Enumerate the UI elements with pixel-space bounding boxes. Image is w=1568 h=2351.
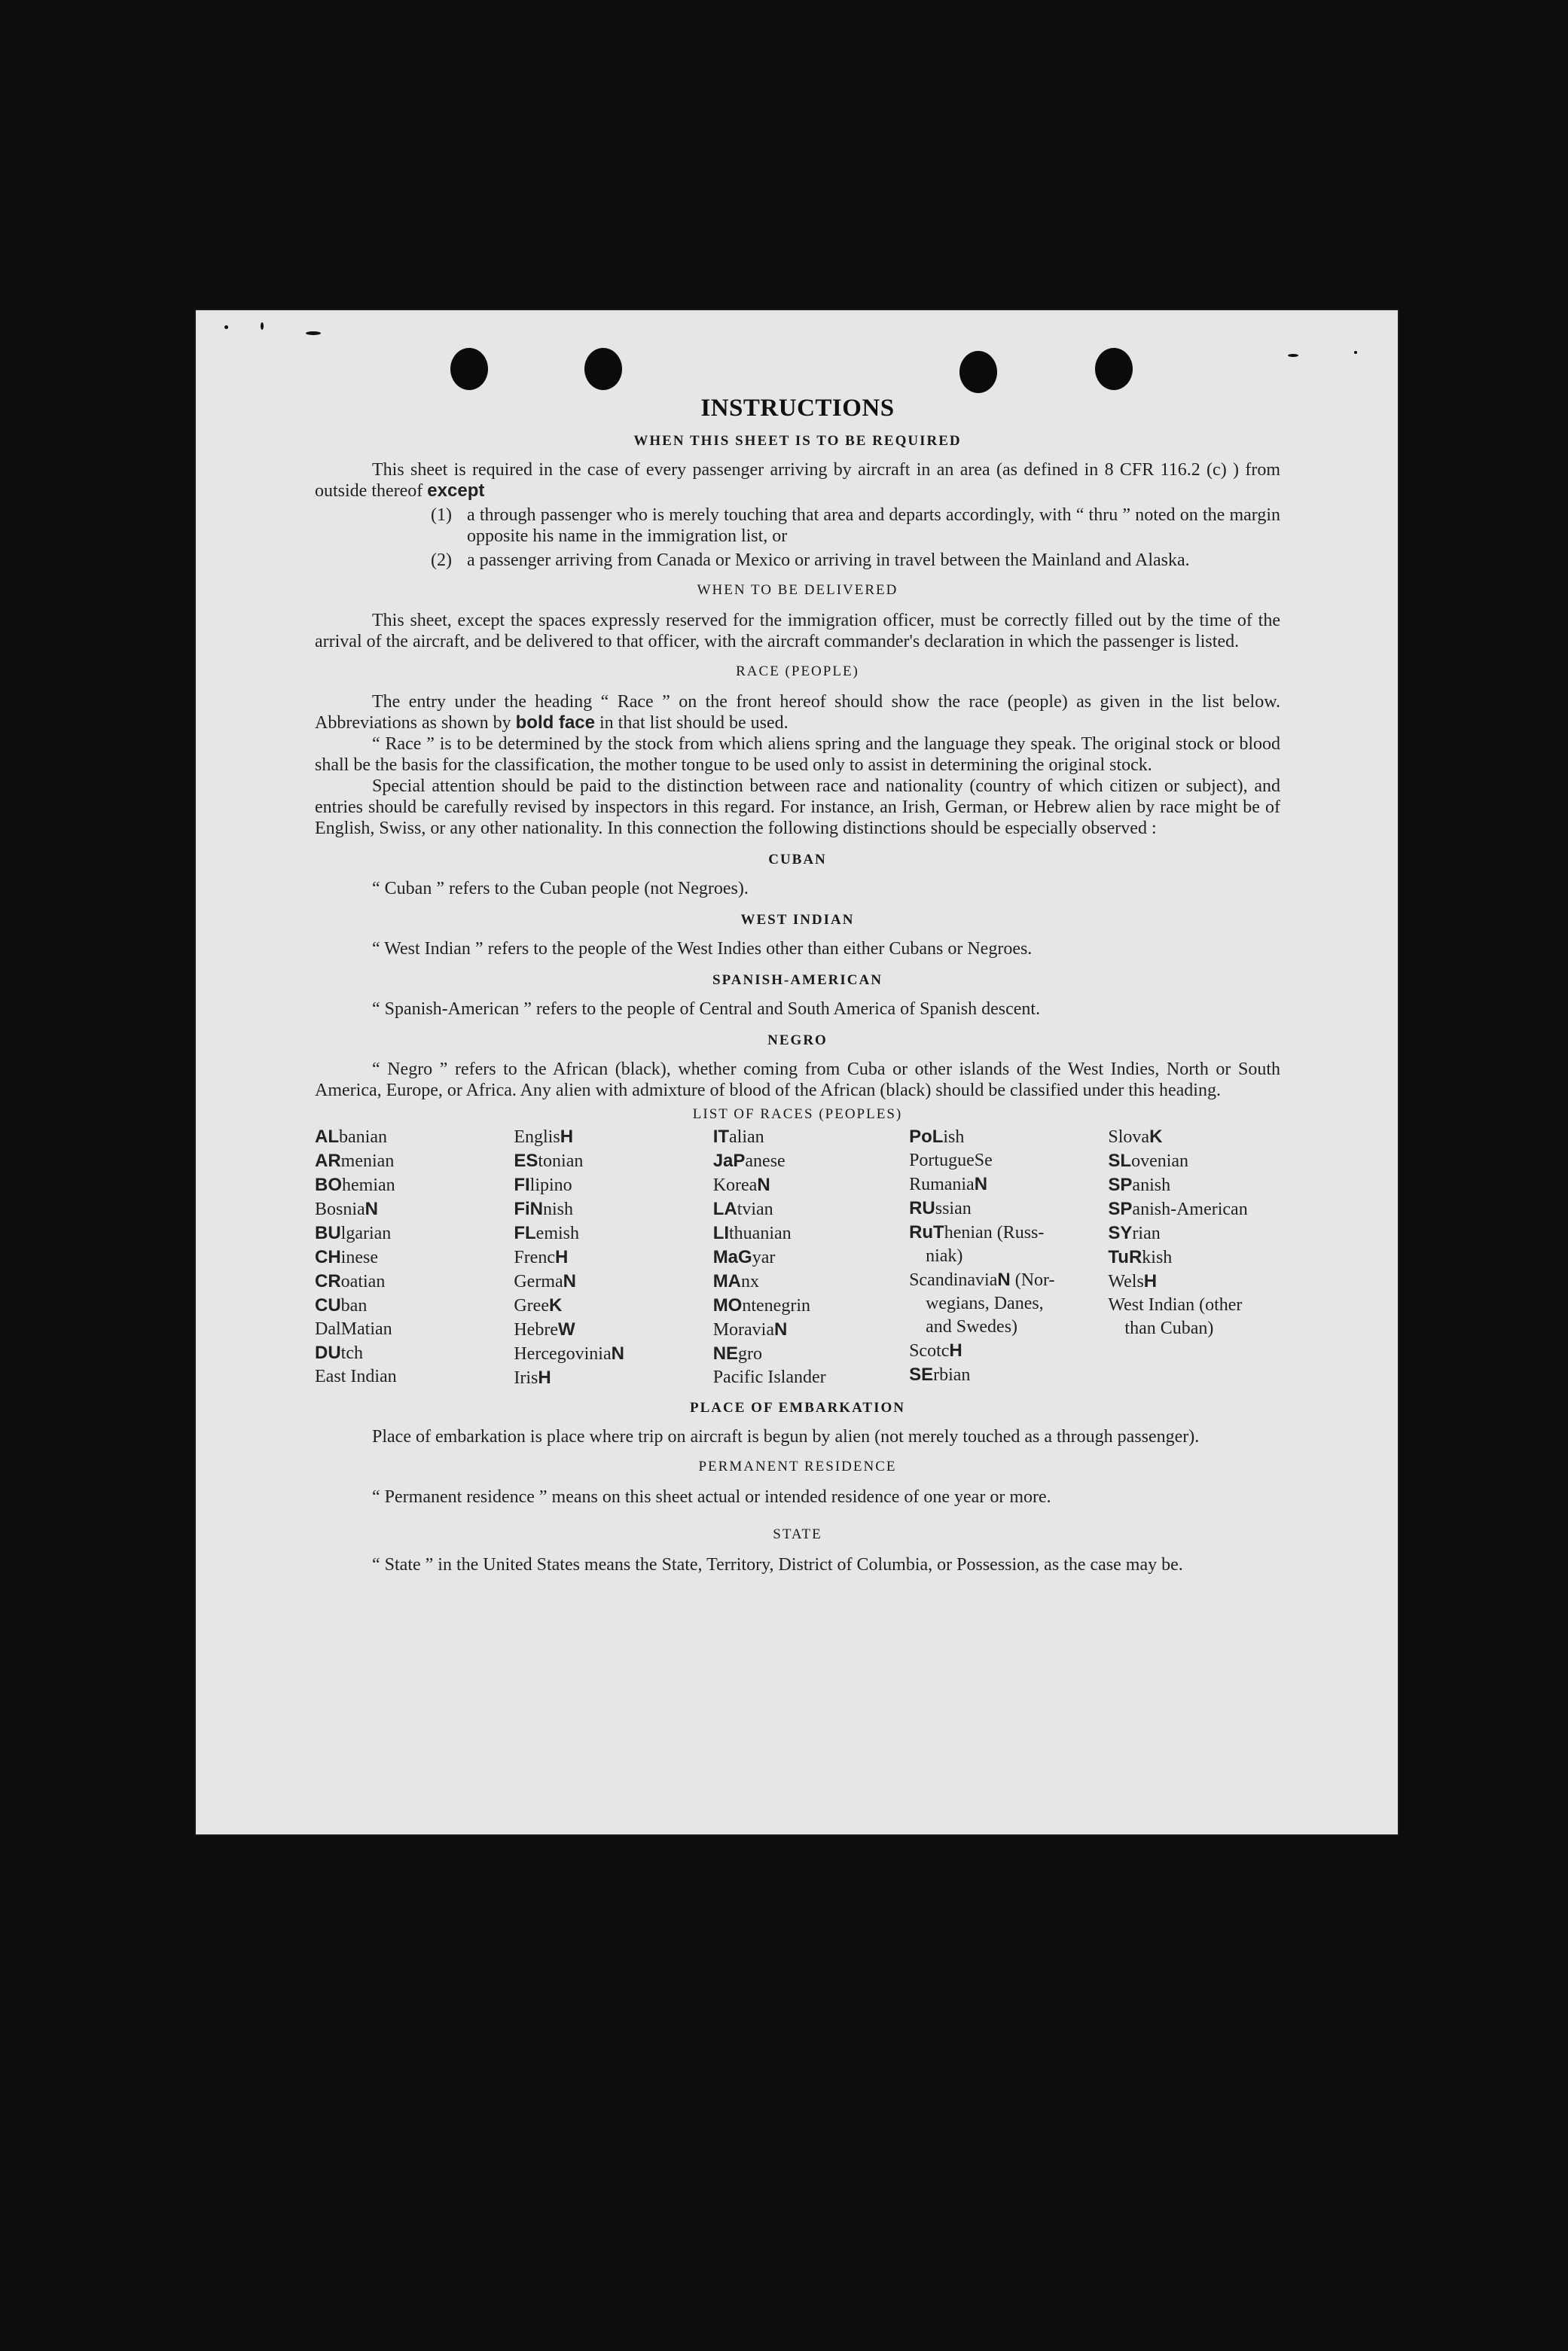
race-entry: East Indian bbox=[315, 1367, 397, 1386]
race-entry: SPanish bbox=[1108, 1175, 1171, 1195]
race-entry: wegians, Danes, bbox=[926, 1294, 1044, 1313]
race-entry: DalMatian bbox=[315, 1319, 392, 1339]
race-paragraph-1 bbox=[315, 691, 1280, 733]
punch-hole bbox=[584, 348, 622, 390]
race-entry: MoraviaN bbox=[712, 1319, 788, 1340]
when-required-paragraph bbox=[315, 459, 1280, 502]
race-entry: HercegoviniaN bbox=[514, 1343, 624, 1364]
punch-hole bbox=[450, 348, 488, 390]
race-p1-text-end: in that list should be used. bbox=[595, 713, 789, 733]
when-delivered-text: This sheet, except the spaces expressly reserved for the immigration officer, must be correctly filled out by the time of the arrival of the aircraft, and be delivered to that officer, with the aircraft commander's declaration in which the passenger is listed. bbox=[315, 611, 1280, 651]
exception-item bbox=[431, 550, 1280, 571]
race-entry: West Indian (other bbox=[1108, 1295, 1243, 1315]
page-title: INSTRUCTIONS bbox=[700, 395, 895, 422]
section-heading-cuban: CUBAN bbox=[768, 852, 827, 868]
cuban-text: “ Cuban ” refers to the Cuban people (not Negroes). bbox=[372, 879, 749, 898]
race-entry: SPanish-American bbox=[1108, 1199, 1248, 1219]
race-entry: ScandinaviaN (Nor- bbox=[909, 1270, 1055, 1290]
race-entry: FIlipino bbox=[514, 1175, 572, 1195]
race-entry: BOhemian bbox=[315, 1175, 395, 1195]
race-entry: Pacific Islander bbox=[712, 1368, 826, 1387]
exception-text: a passenger arriving from Canada or Mexico or arriving in travel between the Mainland and Alaska. bbox=[467, 550, 1190, 570]
race-entry: GermaN bbox=[514, 1271, 576, 1291]
race-entry: BUlgarian bbox=[315, 1223, 392, 1243]
race-entry: MOntenegrin bbox=[712, 1295, 810, 1316]
races-column bbox=[909, 1125, 1108, 1390]
race-entry: FrencH bbox=[514, 1247, 569, 1267]
instructions-content bbox=[315, 393, 1280, 1575]
exception-text: a through passenger who is merely touching that area and departs accordingly, with “ thru ” noted on the margin opposite his name in the immigration list, or bbox=[467, 505, 1280, 546]
section-heading-residence: PERMANENT RESIDENCE bbox=[698, 1459, 897, 1474]
race-entry: PortugueSe bbox=[909, 1151, 993, 1170]
punch-hole bbox=[1095, 348, 1133, 390]
section-heading-when-delivered: WHEN TO BE DELIVERED bbox=[697, 582, 898, 598]
except-bold: except bbox=[427, 480, 485, 501]
race-entry: EStonian bbox=[514, 1151, 584, 1171]
race-entry: than Cuban) bbox=[1124, 1319, 1214, 1338]
race-entry: RuThenian (Russ- bbox=[909, 1222, 1045, 1243]
speck bbox=[1354, 351, 1357, 354]
race-entry: JaPanese bbox=[712, 1151, 786, 1171]
section-heading-when-required: WHEN THIS SHEET IS TO BE REQUIRED bbox=[633, 433, 962, 449]
races-column bbox=[713, 1125, 909, 1390]
race-entry: ITalian bbox=[712, 1127, 764, 1147]
race-entry: CRoatian bbox=[315, 1271, 386, 1291]
races-column bbox=[1108, 1125, 1280, 1390]
race-paragraph-2: “ Race ” is to be determined by the stock from which aliens spring and the language they speak. The original stock or blood shall be the basis for the classification, the mother tongue to be used only to assist in determining the original stock. bbox=[315, 734, 1280, 775]
race-entry: FLemish bbox=[514, 1223, 579, 1243]
punch-hole bbox=[959, 351, 997, 393]
speck bbox=[261, 322, 264, 330]
race-entry: KoreaN bbox=[712, 1175, 770, 1195]
speck bbox=[1288, 354, 1298, 357]
race-entry: GreeK bbox=[514, 1295, 563, 1316]
race-entry: BosniaN bbox=[315, 1199, 379, 1219]
exception-number: (2) bbox=[431, 550, 452, 570]
embarkation-text: Place of embarkation is place where trip on aircraft is begun by alien (not merely touched as a through passenger). bbox=[372, 1427, 1200, 1447]
speck bbox=[224, 325, 228, 329]
section-heading-race: RACE (PEOPLE) bbox=[736, 663, 859, 679]
race-entry: LIthuanian bbox=[712, 1223, 792, 1243]
section-heading-spanish-american: SPANISH-AMERICAN bbox=[712, 972, 883, 988]
section-heading-embarkation: PLACE OF EMBARKATION bbox=[690, 1400, 905, 1416]
west-indian-text: “ West Indian ” refers to the people of the West Indies other than either Cubans or Negroes. bbox=[372, 939, 1033, 959]
race-entry: SLovenian bbox=[1108, 1151, 1189, 1171]
residence-text: “ Permanent residence ” means on this sheet actual or intended residence of one year or more. bbox=[372, 1487, 1051, 1507]
races-column bbox=[514, 1125, 712, 1390]
race-entry: SErbian bbox=[909, 1365, 971, 1385]
state-text: “ State ” in the United States means the State, Territory, District of Columbia, or Possession, as the case may be. bbox=[372, 1555, 1183, 1575]
speck bbox=[306, 331, 321, 335]
race-entry: RumaniaN bbox=[909, 1174, 988, 1194]
race-entry: HebreW bbox=[514, 1319, 575, 1340]
race-paragraph-3: Special attention should be paid to the distinction between race and nationality (country of which citizen or subject), and entries should be carefully revised by inspectors in this regard. For instance, an Irish, German, or Hebrew alien by race might be of English, Swiss, or any other nationality. In this connection the following distinctions should be especially observed : bbox=[315, 776, 1280, 838]
section-heading-list-of-races: LIST OF RACES (PEOPLES) bbox=[692, 1106, 903, 1122]
race-entry: CHinese bbox=[315, 1247, 378, 1267]
race-entry: TuRkish bbox=[1108, 1247, 1173, 1267]
race-entry: SYrian bbox=[1108, 1223, 1161, 1243]
section-heading-negro: NEGRO bbox=[767, 1032, 828, 1048]
race-entry: ScotcH bbox=[909, 1340, 962, 1361]
race-entry: WelsH bbox=[1108, 1271, 1158, 1291]
race-entry: IrisH bbox=[514, 1368, 551, 1388]
race-entry: niak) bbox=[926, 1246, 963, 1266]
race-entry: CUban bbox=[315, 1295, 368, 1316]
races-column bbox=[315, 1125, 514, 1390]
section-heading-state: STATE bbox=[773, 1526, 822, 1542]
race-p1-text: The entry under the heading “ Race ” on the front hereof should show the race (people) as given in the list below. Abbreviations as shown by bbox=[315, 692, 1280, 733]
race-entry: SlovaK bbox=[1108, 1127, 1163, 1147]
negro-text: “ Negro ” refers to the African (black), whether coming from Cuba or other islands of the West Indies, North or South America, Europe, or Africa. Any alien with admixture of blood of the African (black) should be classified under this heading. bbox=[315, 1060, 1280, 1100]
spanish-american-text: “ Spanish-American ” refers to the people of Central and South America of Spanish descent. bbox=[372, 999, 1041, 1019]
race-entry: DUtch bbox=[315, 1343, 363, 1363]
exception-number: (1) bbox=[431, 505, 452, 525]
race-entry: NEgro bbox=[712, 1343, 763, 1364]
race-entry: EnglisH bbox=[514, 1127, 574, 1147]
when-required-text: This sheet is required in the case of every passenger arriving by aircraft in an area (as defined in 8 CFR 116.2 (c) ) from outside thereof bbox=[315, 460, 1280, 501]
exception-item bbox=[431, 505, 1280, 547]
race-entry: ALbanian bbox=[315, 1127, 387, 1147]
race-entry: LAtvian bbox=[712, 1199, 773, 1219]
section-heading-west-indian: WEST INDIAN bbox=[740, 912, 855, 928]
bold-face-text: bold face bbox=[515, 712, 595, 733]
races-list bbox=[315, 1125, 1280, 1390]
race-entry: FiNnish bbox=[514, 1199, 574, 1219]
race-entry: RUssian bbox=[909, 1198, 972, 1218]
race-entry: ARmenian bbox=[315, 1151, 395, 1171]
race-entry: PoLish bbox=[909, 1127, 965, 1147]
document-sheet bbox=[194, 309, 1399, 1836]
race-entry: and Swedes) bbox=[926, 1317, 1018, 1337]
race-entry: MaGyar bbox=[712, 1247, 776, 1267]
race-entry: MAnx bbox=[712, 1271, 760, 1291]
